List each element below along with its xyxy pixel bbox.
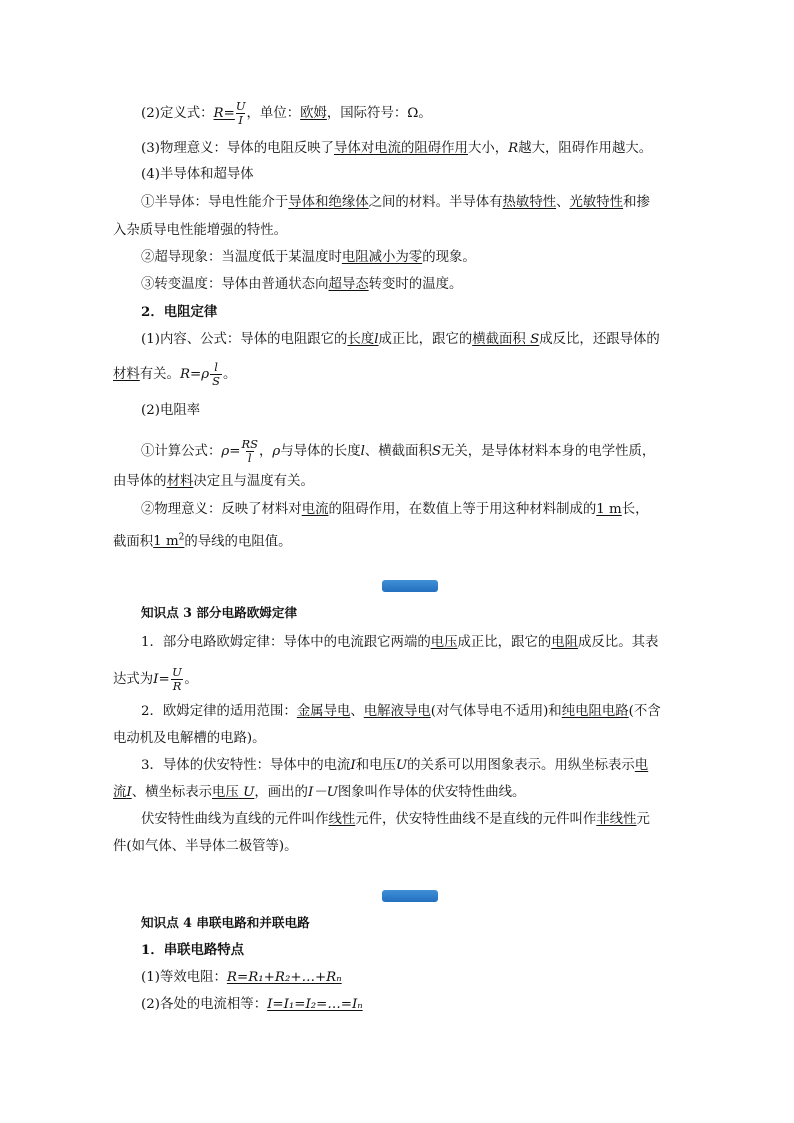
answer-blank: 导体对电流的阻碍作用 [334, 141, 468, 156]
resistivity-formula-line-1: ①计算公式：ρ= $\frac{RS}{l}$ ，ρ与导体的长度l、横截面积S无关，是导体材料本身的电学性质， [141, 437, 656, 465]
linear-element-line-2: 件(如气体、半导体二极管等)。 [113, 839, 298, 854]
knowledge-point-3-title: 知识点 3 部分电路欧姆定律 [141, 605, 298, 620]
fraction-rs-over-l: $\frac{RS}{l}$ [241, 437, 258, 465]
definition-line [141, 100, 432, 127]
volt-ampere-line-1: 3．导体的伏安特性：导体中的电流I和电压U的关系可以用图象表示。用纵坐标表示电 [141, 758, 649, 773]
formula-series-current: I=I₁=I₂=…=Iₙ [267, 997, 363, 1012]
equivalent-resistance-line: (1)等效电阻：R=R₁+R₂+…+Rₙ [141, 970, 342, 985]
series-circuit-heading: 1．串联电路特点 [141, 942, 245, 958]
resistivity-meaning-line-2: 截面积1 $m^2$的导线的电阻值。 [113, 533, 292, 550]
answer-blank: 线性 [328, 812, 356, 827]
answer-blank: 光敏特性 [569, 195, 624, 210]
resistance-law-line-2: 材料有关。R=ρ $\frac{l}{S}$ 。 [113, 360, 237, 388]
formula-series-resistance: R=R₁+R₂+…+Rₙ [226, 970, 342, 985]
ohm-law-line-1: 1．部分电路欧姆定律：导体中的电流跟它两端的电压成正比，跟它的电阻成反比。其表 [141, 635, 659, 650]
physical-meaning-line [141, 140, 652, 158]
superconduct-line: ②超导现象：当温度低于某温度时电阻减小为零的现象。 [141, 250, 476, 265]
var-r: R [508, 141, 519, 156]
resistance-law-line-1: (1)内容、公式：导体的电阻跟它的长度l成正比，跟它的横截面积 S成反比，还跟导体的 [141, 332, 660, 347]
fraction-l-over-s: $\frac{l}{S}$ [212, 360, 221, 388]
unit-ohm: 欧姆 [300, 106, 327, 121]
text: (2)定义式： [141, 106, 214, 121]
answer-blank: 纯电阻电路 [561, 704, 629, 719]
ohm-law-scope-line-1: 2．欧姆定律的适用范围：金属导电、电解液导电(对气体导电不适用)和纯电阻电路(不含 [141, 704, 661, 719]
answer-blank: 电解液导电 [363, 704, 431, 719]
fraction-u-over-r: $\frac{U}{R}$ [172, 665, 182, 693]
answer-blank: 非线性 [596, 812, 637, 827]
formula-r: R= $\frac{U}{I}$ [213, 99, 246, 127]
answer-blank: 导体和绝缘体 [288, 195, 369, 210]
section-resistance-law: 2．电阻定律 [141, 304, 218, 320]
answer-blank: 电阻减小为零 [341, 250, 423, 265]
text: ，国际符号：Ω。 [326, 106, 432, 121]
answer-blank: 1 $m^2$ [153, 533, 185, 550]
answer-blank: 电 [634, 758, 649, 773]
formula-rho: ρ= [221, 444, 241, 459]
answer-blank: 热敏特性 [502, 195, 557, 210]
section-divider-bar [382, 580, 438, 592]
semiconductor-line-1: ①半导体：导电性能介于导体和绝缘体之间的材料。半导体有热敏特性、光敏特性和掺 [141, 195, 650, 210]
linear-element-line-1: 伏安特性曲线为直线的元件叫作线性元件，伏安特性曲线不是直线的元件叫作非线性元 [141, 812, 650, 827]
formula-i: I= [153, 672, 170, 687]
answer-blank: 电阻 [551, 635, 579, 650]
fraction-u-over-i: $\frac{U}{I}$ [235, 99, 246, 127]
answer-blank: 横截面积 S [472, 332, 540, 347]
series-current-line: (2)各处的电流相等：I=I₁=I₂=…=Iₙ [141, 997, 363, 1012]
answer-blank: 材料 [113, 367, 140, 382]
answer-blank: 超导态 [328, 277, 369, 292]
answer-blank: 电流 [301, 502, 329, 517]
answer-blank: 金属导电 [296, 704, 351, 719]
answer-blank: 材料 [166, 474, 194, 489]
transition-temp-line: ③转变温度：导体由普通状态向超导态转变时的温度。 [141, 277, 463, 292]
formula-r-rho: R=ρ [179, 367, 210, 382]
subheading-semiconductor: (4)半导体和超导体 [141, 167, 254, 182]
answer-blank: 电压 U [212, 785, 255, 800]
resistivity-formula-line-2: 由导体的材料决定且与温度有关。 [113, 474, 314, 489]
answer-blank: 电压 [430, 635, 458, 650]
knowledge-point-4-title: 知识点 4 串联电路和并联电路 [141, 915, 310, 930]
text: 大小， [467, 141, 509, 156]
subheading-resistivity: (2)电阻率 [141, 403, 201, 418]
section-divider-bar [382, 890, 438, 902]
volt-ampere-line-2: 流I、横坐标表示电压 U，画出的I－U图象叫作导体的伏安特性曲线。 [113, 785, 526, 800]
text: 越大，阻碍作用越大。 [518, 141, 653, 156]
text: ，单位： [246, 106, 301, 121]
answer-blank: 长度l [347, 332, 379, 347]
text: (3)物理意义：导体的电阻反映了 [141, 141, 335, 156]
ohm-law-line-2: 达式为I= $\frac{U}{R}$ 。 [113, 665, 198, 693]
semiconductor-line-2: 入杂质导电性能增强的特性。 [113, 223, 288, 238]
ohm-law-scope-line-2: 电动机及电解槽的电路)。 [113, 731, 266, 746]
resistivity-meaning-line-1: ②物理意义：反映了材料对电流的阻碍作用，在数值上等于用这种材料制成的1 m长， [141, 502, 649, 517]
answer-blank: 流I [113, 785, 132, 800]
answer-blank: 1 m [596, 502, 622, 517]
